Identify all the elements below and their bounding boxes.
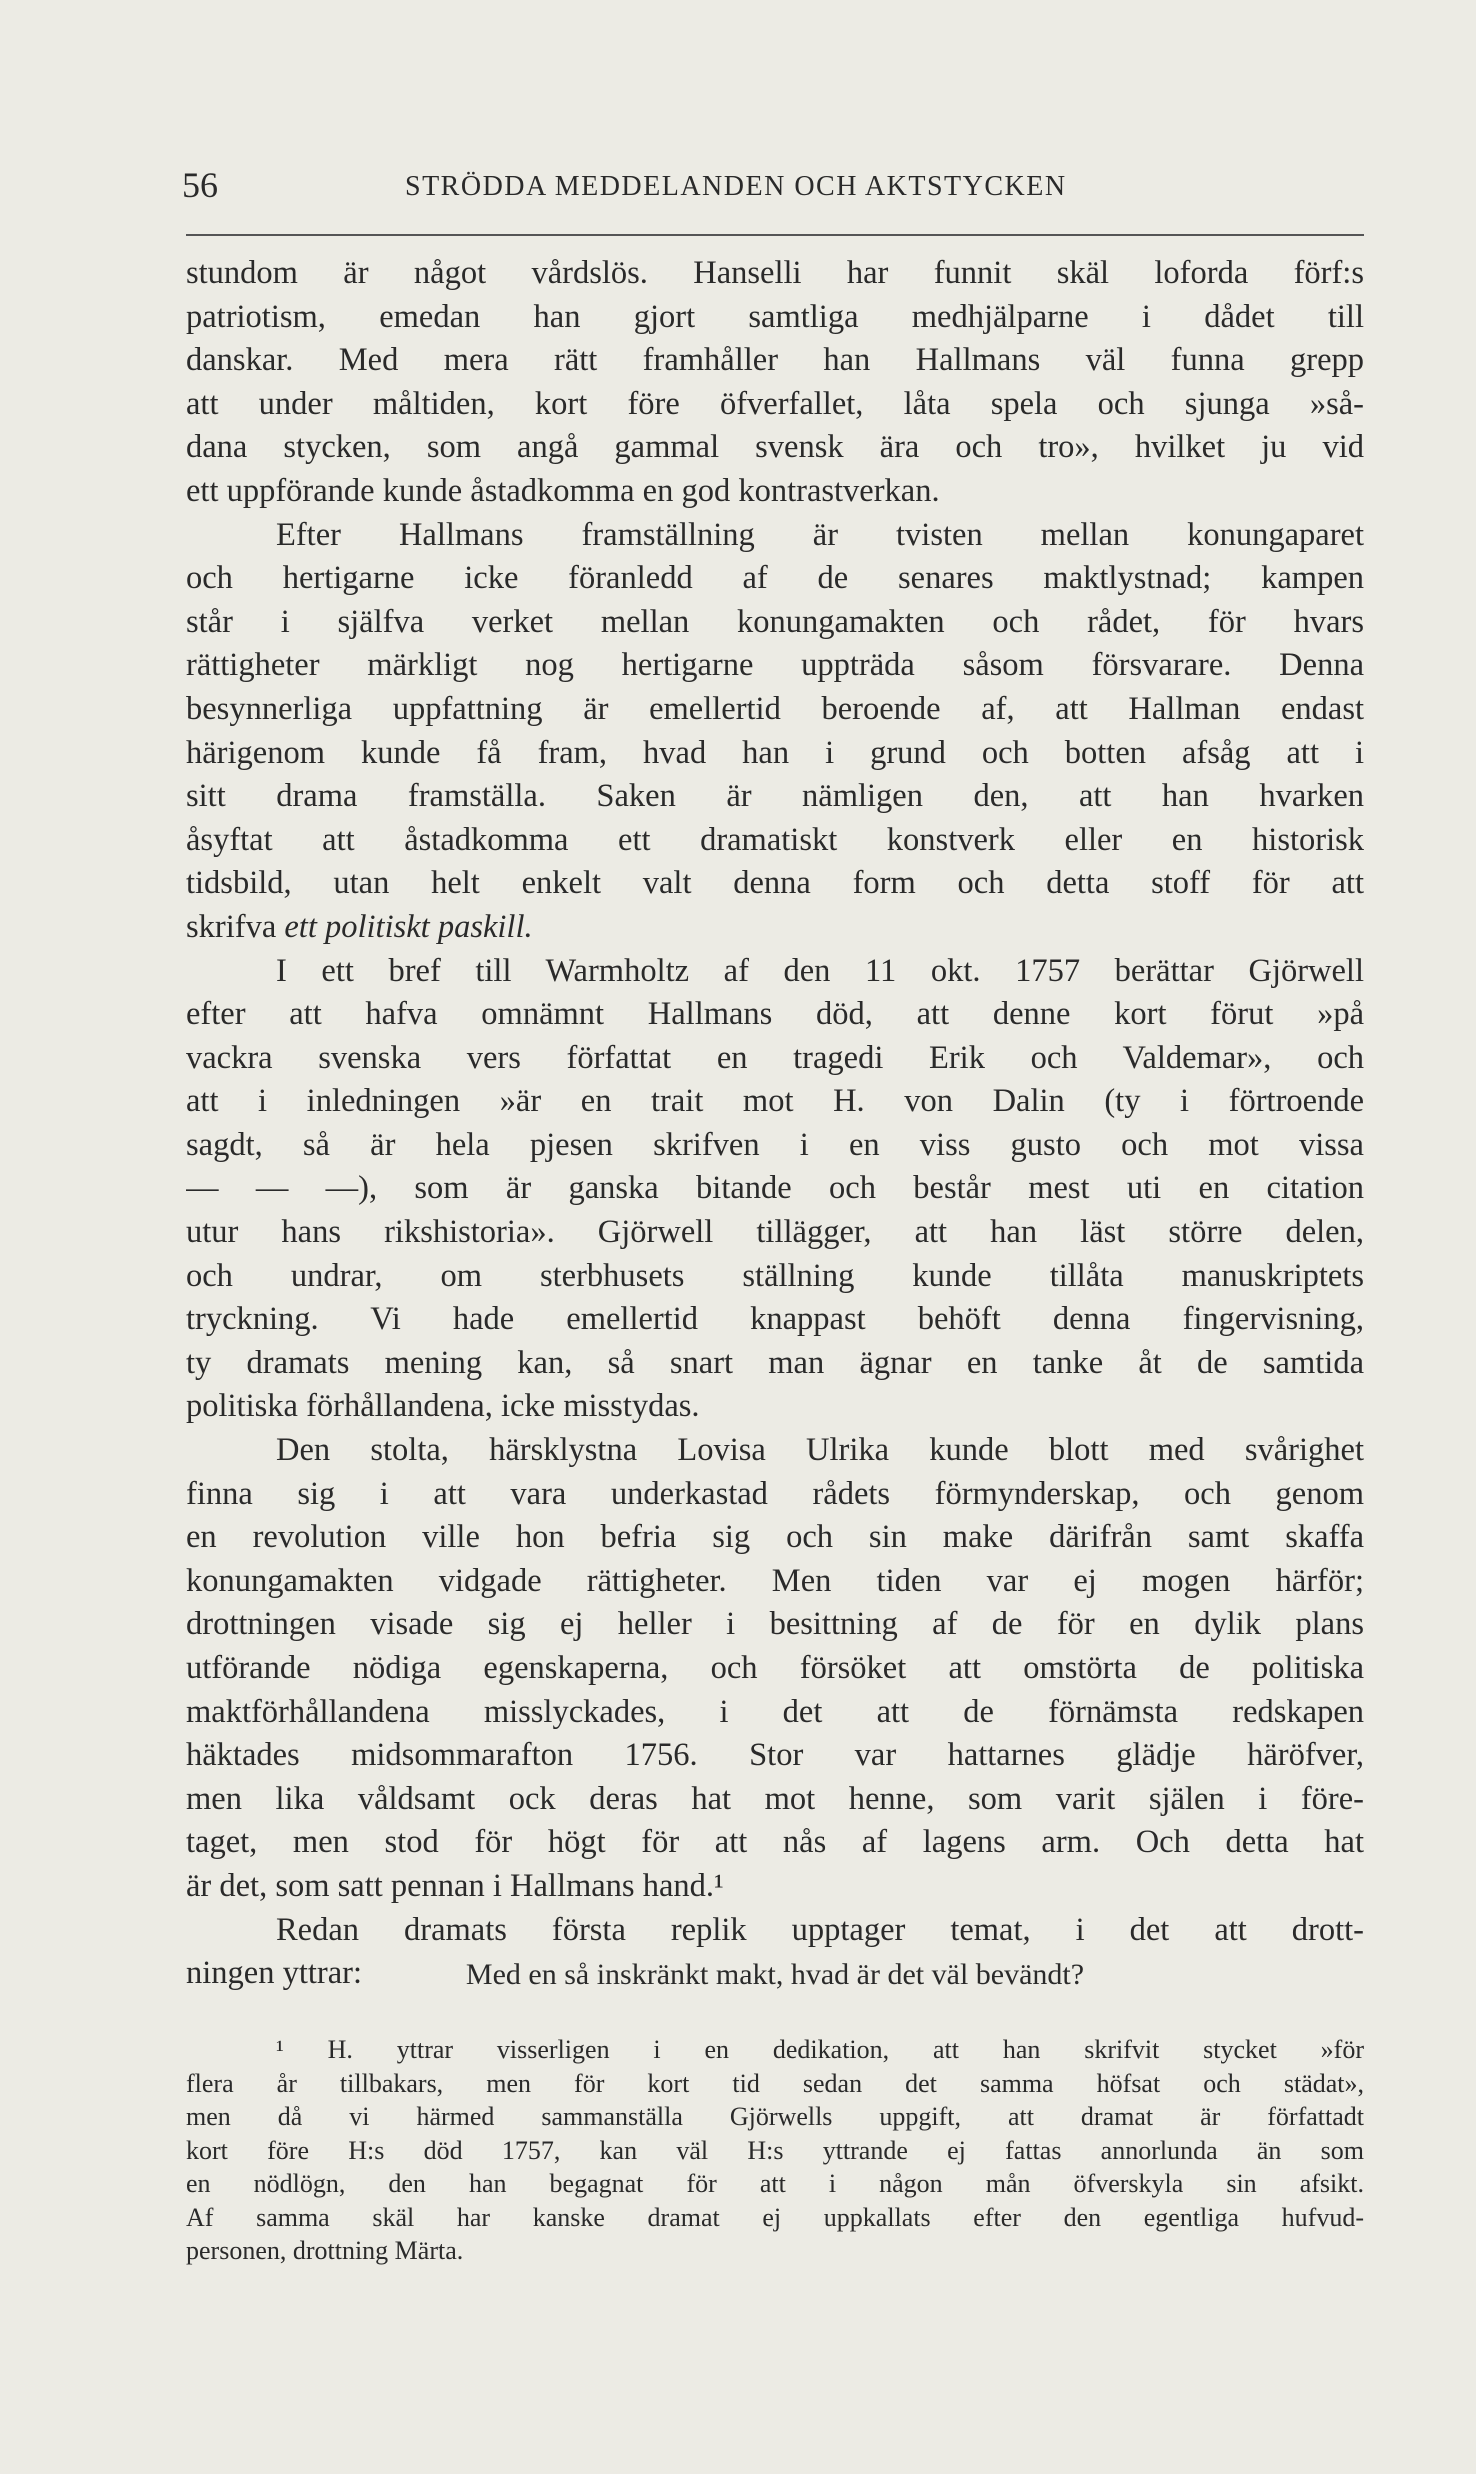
footnote-line: men då vi härmed sammanställa Gjörwells uppgift, att dramat är författadt (186, 2102, 1364, 2131)
text-line (186, 426, 1364, 470)
text-line-content: häktades midsommarafton 1756. Stor var hattarnes glädje häröfver, (186, 1737, 1364, 1774)
text-line-content: är det, som satt pennan i Hallmans hand.¹ (186, 1867, 724, 1904)
text-line-content: efter att hafva omnämnt Hallmans död, att denne kort förut »på (186, 996, 1364, 1033)
footnote-line: kort före H:s död 1757, kan väl H:s yttrande ej fattas annorlunda än som (186, 2135, 1364, 2165)
text-line (186, 1167, 1364, 1211)
text-line-content: åsyftat att åstadkomma ett dramatiskt konstverk eller en historisk (186, 821, 1364, 858)
text-line (186, 1037, 1364, 1081)
text-line (186, 819, 1364, 863)
text-line-content: en revolution ville hon befria sig och sin make därifrån samt skaffa (186, 1519, 1364, 1556)
text-line-content: maktförhållandena misslyckades, i det att de förnämsta redskapen (186, 1693, 1364, 1730)
header-rule (186, 234, 1364, 236)
text-line (186, 688, 1364, 732)
text-line-content: skrifva (186, 908, 277, 945)
text-line (186, 906, 1364, 950)
text-line-content: står i själfva verket mellan konungamakten och rådet, för hvars (186, 603, 1364, 640)
text-line (186, 339, 1364, 383)
text-line-content: sitt drama framställa. Saken är nämligen den, att han hvarken (186, 778, 1364, 815)
text-line (186, 1211, 1364, 1255)
footnotes (186, 2033, 1364, 2268)
text-line-content: ett uppförande kunde åstadkomma en god kontrastverkan. (186, 472, 940, 509)
footnote-line: en nödlögn, den han begagnat för att i någon mån öfverskyla sin afsikt. (186, 2169, 1364, 2198)
text-line (186, 1909, 1364, 1953)
page-header (182, 160, 1362, 210)
page-number: 56 (182, 165, 218, 205)
text-line-content: utförande nödiga egenskaperna, och försöket att omstörta de politiska (186, 1650, 1364, 1686)
text-line (186, 514, 1364, 558)
text-line-content: men lika våldsamt ock deras hat mot henne, som varit själen i före- (186, 1780, 1364, 1817)
text-line-content: dana stycken, som angå gammal svensk ära och tro», hvilket ju vid (186, 429, 1364, 466)
text-line-content: politiska förhållandena, icke misstydas. (186, 1388, 700, 1425)
text-line (186, 296, 1364, 340)
text-line (186, 1560, 1364, 1604)
text-line (186, 470, 1364, 514)
text-line-content: tryckning. Vi hade emellertid knappast behöft denna fingervisning, (186, 1301, 1364, 1338)
footnote-line: personen, drottning Märta. (186, 2236, 464, 2265)
text-line (186, 1691, 1364, 1735)
text-line-content: härigenom kunde få fram, hvad han i grund och botten afsåg att i (186, 734, 1364, 771)
text-line-content: utur hans rikshistoria». Gjörwell tillägger, att han läst större delen, (186, 1214, 1364, 1251)
italic-phrase: ett politiskt paskill. (284, 908, 533, 945)
text-line (186, 993, 1364, 1037)
text-line-content: Efter Hallmans framställning är tvisten mellan konungaparet (276, 516, 1364, 553)
text-line (186, 1647, 1364, 1691)
main-text (186, 252, 1364, 1996)
text-line (186, 862, 1364, 906)
text-line-content: konungamakten vidgade rättigheter. Men tiden var ej mogen härför; (186, 1562, 1364, 1599)
text-line (186, 775, 1364, 819)
text-line (186, 601, 1364, 645)
text-line-content: att under måltiden, kort före öfverfallet, låta spela och sjunga »så- (186, 385, 1364, 422)
text-line (186, 950, 1364, 994)
footnote-line: ¹ H. yttrar visserligen i en dedikation, att han skrifvit stycket »för (276, 2035, 1364, 2064)
text-line-content: danskar. Med mera rätt framhåller han Hallmans väl funna grepp (186, 342, 1364, 379)
text-line (186, 1124, 1364, 1168)
footnote-line: Af samma skäl har kanske dramat ej uppkallats efter den egentliga hufvud- (186, 2202, 1364, 2232)
text-line-content: drottningen visade sig ej heller i besittning af de för en dylik plans (186, 1606, 1364, 1643)
text-line (186, 1603, 1364, 1647)
text-line-content: I ett bref till Warmholtz af den 11 okt. 1757 berättar Gjörwell (276, 952, 1364, 989)
text-line-content: Redan dramats första replik upptager temat, i det att drott- (276, 1911, 1364, 1948)
text-line (186, 1821, 1364, 1865)
running-title: STRÖDDA MEDDELANDEN OCH AKTSTYCKEN (405, 171, 1067, 202)
text-line-content: tidsbild, utan helt enkelt valt denna form och detta stoff för att (186, 865, 1364, 902)
text-line-content: besynnerliga uppfattning är emellertid beroende af, att Hallman endast (186, 690, 1364, 727)
text-line (186, 383, 1364, 427)
text-line (186, 1865, 1364, 1909)
text-line-content: Den stolta, härsklystna Lovisa Ulrika kunde blott med svårighet (276, 1432, 1364, 1469)
text-line-content: patriotism, emedan han gjort samtliga medhjälparne i dådet till (186, 298, 1364, 335)
text-line (186, 644, 1364, 688)
text-line (186, 1778, 1364, 1822)
quoted-line: Med en så inskränkt makt, hvad är det väl bevändt? (465, 1958, 1085, 1991)
text-line (186, 1516, 1364, 1560)
text-line-content: och hertigarne icke föranledd af de senares maktlystnad; kampen (186, 560, 1364, 597)
text-line-content: — — —), som är ganska bitande och består mest uti en citation (186, 1170, 1364, 1207)
text-line (186, 1385, 1364, 1429)
text-line (186, 1342, 1364, 1386)
text-line-content: stundom är något vårdslös. Hanselli har funnit skäl loforda förf:s (186, 255, 1364, 291)
text-line (186, 1255, 1364, 1299)
text-line-content: ningen yttrar: (186, 1955, 362, 1992)
footnote-line: flera år tillbakars, men för kort tid sedan det samma höfsat och städat», (186, 2068, 1364, 2098)
text-line (186, 1734, 1364, 1778)
text-line-content: vackra svenska vers författat en tragedi Erik och Valdemar», och (186, 1039, 1364, 1076)
text-line-content: sagdt, så är hela pjesen skrifven i en viss gusto och mot vissa (186, 1126, 1364, 1163)
text-line (186, 1298, 1364, 1342)
text-line (186, 1473, 1364, 1517)
text-line-content: rättigheter märkligt nog hertigarne uppträda såsom försvarare. Denna (186, 647, 1364, 684)
text-line (186, 1429, 1364, 1473)
text-line (186, 732, 1364, 776)
text-line (186, 1080, 1364, 1124)
text-line-content: att i inledningen »är en trait mot H. von Dalin (ty i förtroende (186, 1083, 1364, 1120)
text-line-content: finna sig i att vara underkastad rådets förmynderskap, och genom (186, 1475, 1364, 1512)
text-line-content: ty dramats mening kan, så snart man ägnar en tanke åt de samtida (186, 1344, 1364, 1381)
text-line-content: och undrar, om sterbhusets ställning kunde tillåta manuskriptets (186, 1257, 1364, 1294)
text-line (186, 252, 1364, 296)
text-line (186, 557, 1364, 601)
text-line-content: taget, men stod för högt för att nås af lagens arm. Och detta hat (186, 1824, 1364, 1861)
